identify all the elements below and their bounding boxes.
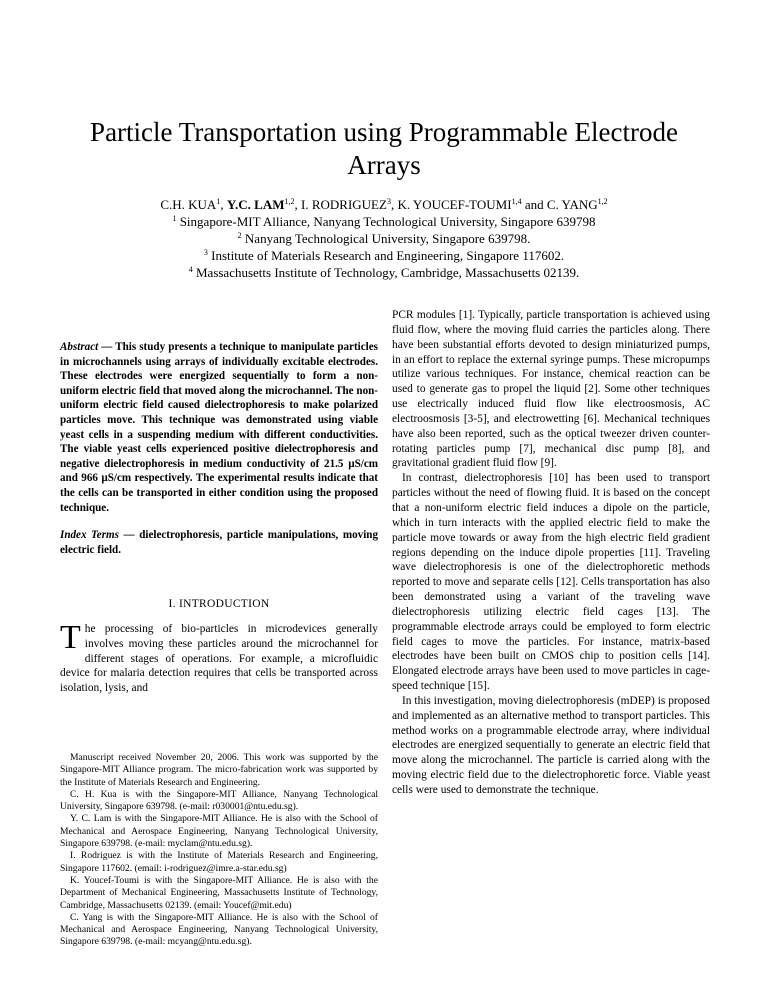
footnote-paragraph: Manuscript received November 20, 2006. This work was supported by the Singapore-MIT Alliance program. The micro-fabrication work was supported by the Institute of Materials Research and Engineering. <box>60 752 378 788</box>
body-paragraph: PCR modules [1]. Typically, particle transportation is achieved using fluid flow, where the moving fluid carries the particles along. There have been substantial efforts devoted to design miniaturized pumps, in an effort to replace the external syringe pumps. These micropumps utilize various techniques. For instance, chemical reaction can be used to generate gas to propel the liquid [2]. Some other techniques use electrically induced fluid flow like electroosmosis, AC electroosmosis [3-5], and electrowetting [6]. Mechanical techniques have also been reported, such as the optical tweezer driven counter-rotating particles pump [7], mechanical disc pump [8], and gravitational gradient fluid flow [9]. <box>392 309 710 470</box>
section-heading-introduction: I. INTRODUCTION <box>168 598 270 610</box>
affiliation-sup: 2 <box>237 231 242 240</box>
index-terms <box>60 528 378 557</box>
affiliation <box>60 264 708 281</box>
affiliation-sup: 1 <box>172 214 177 223</box>
author-name: C.H. KUA <box>160 197 217 212</box>
abstract-dash: — <box>98 341 116 353</box>
affiliation-sup: 4 <box>188 265 193 274</box>
author-sup: 3 <box>386 197 391 206</box>
affiliation-text: Nanyang Technological University, Singapore 639798. <box>244 231 531 246</box>
author-sup: 1,2 <box>284 197 295 206</box>
footnote-paragraph: C. H. Kua is with the Singapore-MIT Alliance, Nanyang Technological University, Singapore 639798. (e-mail: r030001@ntu.edu.sg). <box>60 788 378 813</box>
affiliation-text: Institute of Materials Research and Engineering, Singapore 117602. <box>211 248 565 263</box>
author-and: and <box>521 197 547 212</box>
footnote-paragraph: Y. C. Lam is with the Singapore-MIT Alliance. He is also with the School of Mechanical and Aerospace Engineering, Nanyang Technological University, Singapore 639798. (e-mail: myclam@ntu.edu.sg). <box>60 813 378 850</box>
index-terms-label: Index Terms <box>60 529 119 541</box>
index-terms-text: dielectrophoresis, particle manipulations, moving electric field. <box>60 529 378 556</box>
body-paragraph: In this investigation, moving dielectrophoresis (mDEP) is proposed and implemented as an alternative method to transport particles. This method works on a programmable electrode array, where individual electrodes are energized sequentially to generate an electric field that move along the microchannel. The particle is carried along with the moving electric field due to the dielectrophoretic force. Viable yeast cells were used to demonstrate the technique. <box>392 694 710 796</box>
affiliation-text: Massachusetts Institute of Technology, Cambridge, Massachusetts 02139. <box>195 265 580 280</box>
drop-cap: T <box>60 619 81 656</box>
footnote-paragraph: C. Yang is with the Singapore-MIT Alliance. He is also with the School of Mechanical and Aerospace Engineering, Nanyang Technological University, Singapore 639798. (e-mail: mcyang@ntu.edu.sg). <box>60 911 378 948</box>
affiliation <box>60 213 708 230</box>
affiliation-sup: 3 <box>203 248 208 257</box>
introduction-text: he processing of bio-particles in microdevices generally involves moving these particles around the microchannel for different stages of operations. For example, a microfluidic device for malaria detection requires that cells be transported across isolation, lysis, and <box>60 623 378 695</box>
author-list: C.H. KUA$^1$, Y.C. LAM$^{1,2}$, I. RODRIGUEZ$^3$, K. YOUCEF-TOUMI$^{1,4}$ and C. YANG$^{1,2}$ <box>160 197 608 212</box>
index-terms-dash: — <box>119 529 140 541</box>
introduction-paragraph <box>60 619 378 696</box>
footnote-paragraph: I. Rodriguez is with the Institute of Materials Research and Engineering, Singapore 117602. (email: i-rodriguez@imre.a-star.edu.sg) <box>60 850 378 874</box>
manuscript-footnote <box>60 752 378 949</box>
body-paragraph: In contrast, dielectrophoresis [10] has been used to transport particles without the need of flowing fluid. It is based on the concept that a non-uniform electric field induces a dipole on the particle, which in turn interacts with the applied electric field to make the particle move towards or away from the high electric field gradient regions depending on the induce dipole properties [11]. Traveling wave dielectrophoresis is one of the dielectrophoretic methods reported to move and separate cells [12]. Cells transportation has also been demonstrated using a variant of the traveling wave dielectrophoresis utilizing electric field cages [13]. The programmable electrode arrays could be employed to form electric field cages to move the particles. For instance, matrix-based electrodes have been built on CMOS chip to position cells [14]. Elongated electrode arrays have been used to move particles in cage-speed technique [15]. <box>392 472 710 693</box>
abstract-label: Abstract <box>60 341 99 353</box>
affiliation <box>60 247 708 264</box>
affiliation <box>60 230 708 247</box>
author-name-bold: Y.C. LAM <box>226 197 285 212</box>
author-name: I. RODRIGUEZ <box>301 197 387 212</box>
affiliation-text: Singapore-MIT Alliance, Nanyang Technological University, Singapore 639798 <box>179 214 596 229</box>
abstract <box>60 340 378 515</box>
author-sup: 1 <box>216 197 221 206</box>
abstract-text: This study presents a technique to manipulate particles in microchannels using arrays of individually excitable electrodes. These electrodes were energized sequentially to form a non-uniform electric field that moved along the microchannel. The non-uniform electric field caused dielectrophoresis to make polarized particles move. This technique was demonstrated using viable yeast cells in a suspending medium with different conductivities. The viable yeast cells experienced positive dielectrophoresis and negative dielectrophoresis in medium conductivity of 21.5 µS/cm and 966 µS/cm respectively. The experimental results indicate that the cells can be transported in either condition using the proposed technique. <box>60 341 378 514</box>
author-block <box>60 196 708 281</box>
right-column-body <box>392 308 710 798</box>
footnote-paragraph: K. Youcef-Toumi is with the Singapore-MIT Alliance. He is also with the Department of Mechanical Engineering, Massachusetts Institute of Technology, Cambridge, Massachusetts 02139. (email: Youcef@mit.edu) <box>60 874 378 911</box>
author-name: K. YOUCEF-TOUMI <box>397 197 512 212</box>
author-sup: 1,2 <box>597 197 608 206</box>
author-sup: 1,4 <box>511 197 522 206</box>
paper-title: Particle Transportation using Programmable Electrode Arrays <box>90 117 678 180</box>
author-name: C. YANG <box>546 197 598 212</box>
